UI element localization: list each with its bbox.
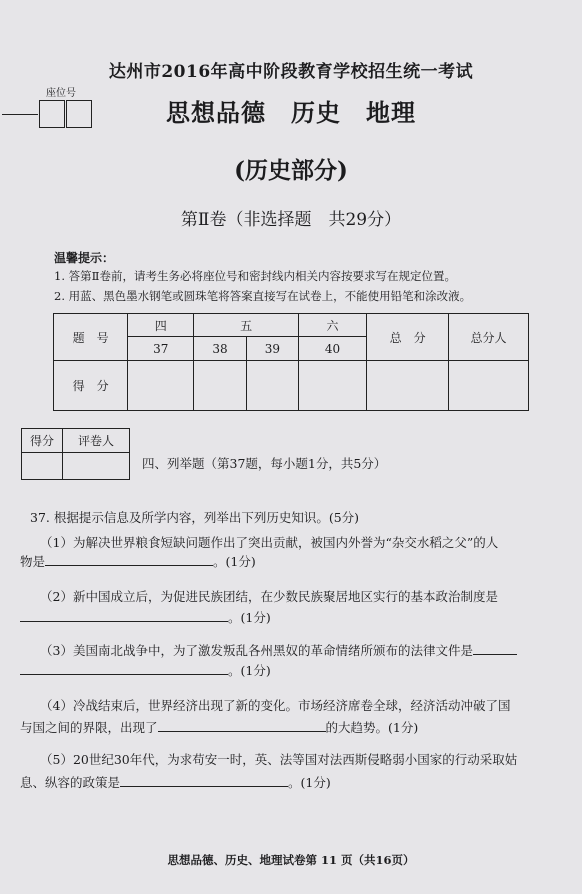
item-header: 题 号 xyxy=(54,314,128,361)
q37-header: 37 xyxy=(128,337,194,361)
q37-3-suffix: 。(1分) xyxy=(228,663,271,678)
score-cell-39[interactable] xyxy=(246,361,298,411)
q37-3-text: （3）美国南北战争中，为了激发叛乱各州黑奴的革命情绪所颁布的法律文件是 xyxy=(40,643,473,658)
tip-item-1: 1. 答第Ⅱ卷前，请考生务必将座位号和密封线内相关内容按要求写在规定位置。 xyxy=(54,269,456,283)
q37-3-answer-blank-b[interactable] xyxy=(20,661,228,675)
q37-5-line-1: （5）20世纪30年代，为求苟安一时，英、法等国对法西斯侵略弱小国家的行动采取姑 xyxy=(40,752,518,767)
total-header: 总 分 xyxy=(367,314,449,361)
section-4-title: 四、列举题（第37题，每小题1分，共5分） xyxy=(142,456,387,471)
score-cell-total-person[interactable] xyxy=(449,361,529,411)
q37-4-prefix: 与国之间的界限，出现了 xyxy=(20,720,158,735)
q39-header: 39 xyxy=(246,337,298,361)
grader-label: 评卷人 xyxy=(63,429,130,453)
grader-name-cell[interactable] xyxy=(63,453,130,480)
q37-4-suffix: 的大趋势。(1分) xyxy=(325,720,419,735)
tips-title: 温馨提示： xyxy=(54,251,115,265)
score-cell-40[interactable] xyxy=(299,361,367,411)
q37-5-prefix: 息、纵容的政策是 xyxy=(20,775,121,790)
volume-title: 第Ⅱ卷（非选择题 共29分） xyxy=(180,210,402,230)
q37-1-answer-blank[interactable] xyxy=(45,552,213,566)
score-row-label: 得 分 xyxy=(54,361,128,411)
q37-1-suffix: 。(1分) xyxy=(213,554,256,569)
q37-4-line-2 xyxy=(20,718,418,736)
q37-5-suffix: 。(1分) xyxy=(288,775,331,790)
grader-score-cell[interactable] xyxy=(22,453,63,480)
section-5-header: 五 xyxy=(194,314,299,337)
q37-4-line-1: （4）冷战结束后，世界经济出现了新的变化。市场经济席卷全球，经济活动冲破了国 xyxy=(40,698,511,713)
seat-number-label: 座位号 xyxy=(46,88,76,99)
score-cell-total[interactable] xyxy=(367,361,449,411)
q37-2-line-2 xyxy=(20,608,271,626)
question-37-intro: 37. 根据提示信息及所学内容，列举出下列历史知识。(5分) xyxy=(30,510,360,525)
grader-score-label: 得分 xyxy=(22,429,63,453)
q37-1-line-2 xyxy=(20,552,256,570)
q37-5-answer-blank[interactable] xyxy=(120,773,288,787)
q37-2-line-1: （2）新中国成立后，为促进民族团结，在少数民族聚居地区实行的基本政治制度是 xyxy=(40,589,498,604)
q37-3-answer-blank-a[interactable] xyxy=(473,641,517,655)
q37-2-suffix: 。(1分) xyxy=(228,610,271,625)
exam-title: 达州市2016年高中阶段教育学校招生统一考试 xyxy=(108,62,474,82)
q37-4-answer-blank[interactable] xyxy=(158,718,326,732)
q37-3-line-1 xyxy=(40,641,517,659)
grader-table xyxy=(21,428,130,480)
score-cell-37[interactable] xyxy=(128,361,194,411)
section-4-header: 四 xyxy=(128,314,194,337)
q37-5-line-2 xyxy=(20,773,331,791)
q37-3-line-2 xyxy=(20,661,271,679)
score-cell-38[interactable] xyxy=(194,361,246,411)
page-footer: 思想品德、历史、地理试卷第 11 页（共16页） xyxy=(167,853,415,867)
q37-2-answer-blank[interactable] xyxy=(20,608,228,622)
subjects-title: 思想品德 历史 地理 xyxy=(166,98,416,127)
section-6-header: 六 xyxy=(299,314,367,337)
part-title: (历史部分) xyxy=(234,157,348,184)
q40-header: 40 xyxy=(299,337,367,361)
q37-1-prefix: 物是 xyxy=(20,554,46,569)
tip-item-2: 2. 用蓝、黑色墨水钢笔或圆珠笔将答案直接写在试卷上，不能使用铅笔和涂改液。 xyxy=(54,289,472,303)
q37-1-line-1: （1）为解决世界粮食短缺问题作出了突出贡献，被国内外誉为“杂交水稻之父”的人 xyxy=(40,535,499,550)
score-table xyxy=(53,313,529,411)
q38-header: 38 xyxy=(194,337,246,361)
total-person-header: 总分人 xyxy=(449,314,529,361)
